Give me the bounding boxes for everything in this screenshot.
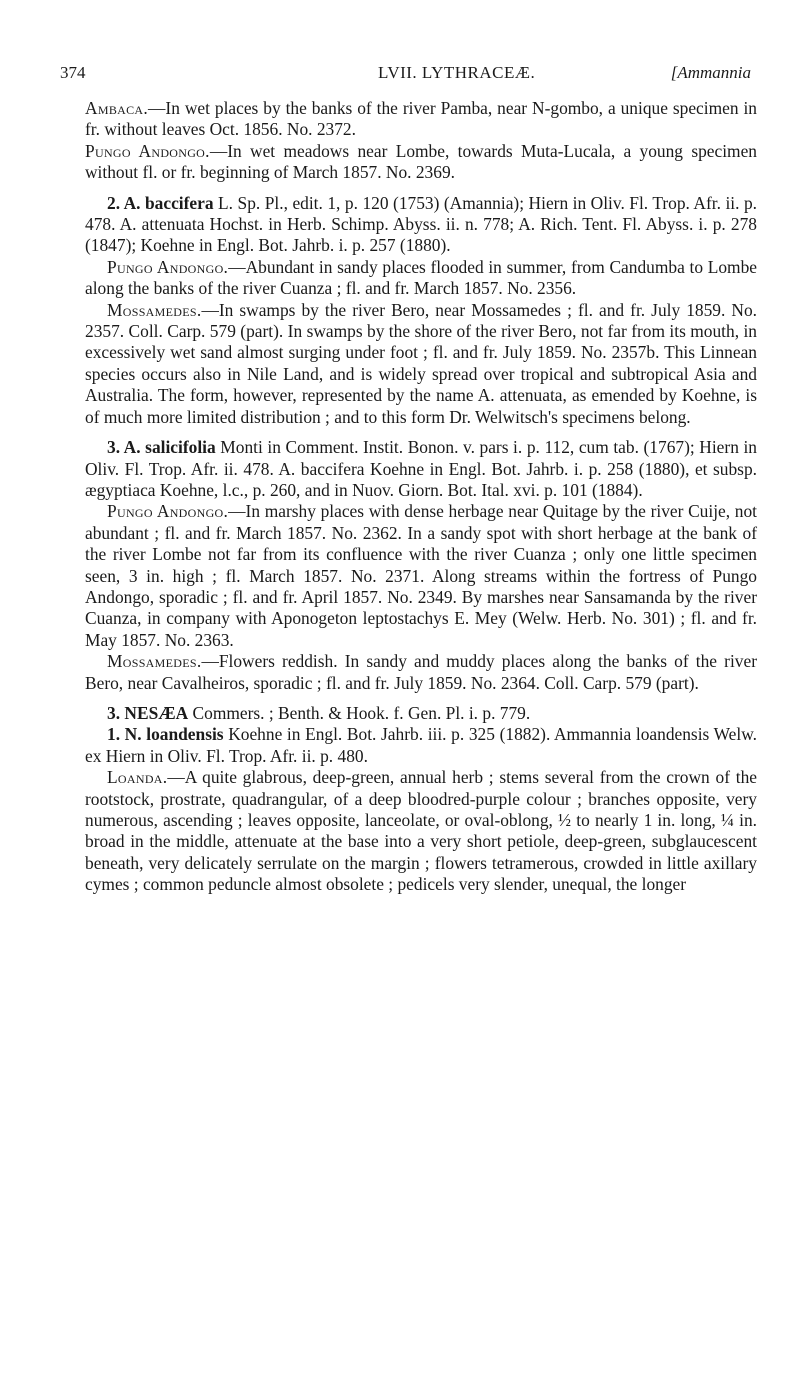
paragraph-text: —In wet meadows near Lombe, towards Muta-Lucala, a young specimen without fl. or fr. beginning of March 1857. No. 2369. bbox=[85, 140, 757, 183]
locality-label: Mossamedes. bbox=[107, 651, 202, 672]
running-header bbox=[60, 63, 751, 87]
species-name: loandensis bbox=[146, 724, 224, 745]
page-number: 374 bbox=[60, 63, 86, 82]
species-number: 3. A. bbox=[107, 437, 141, 458]
paragraph-pungo-andongo-3 bbox=[85, 501, 757, 651]
species-name: baccifera bbox=[145, 192, 214, 213]
locality-label: Ambaca. bbox=[85, 98, 149, 118]
species-number: 1. N. bbox=[107, 724, 142, 745]
species-loandensis bbox=[85, 724, 757, 767]
locality-label: Pungo Andongo. bbox=[107, 501, 229, 522]
paragraph-mossamedes-1 bbox=[85, 300, 757, 428]
page-body bbox=[85, 98, 757, 896]
paragraph-text: —Flowers reddish. In sandy and muddy places along the banks of the river Bero, near Cavalheiros, sporadic ; fl. and fr. July 1859. No. 2364. Coll. Carp. 579 (part). bbox=[85, 651, 757, 693]
paragraph-text: —A quite glabrous, deep-green, annual herb ; stems several from the crown of the rootstock, prostrate, quadrangular, of a deep bloodred-purple colour ; branches opposite, very numerous, ascending ; leaves opposite, lanceolate, or oval-oblong, ½ to nearly 1 in. long, ¼ in. broad in the middle, attenuate at the base into a very short petiole, deep-green, subglaucescent beneath, very delicately serrulate on the margin ; flowers tetramerous, crowded in little axillary cymes ; common peduncle almost obsolete ; pedicels very slender, unequal, the longer bbox=[85, 767, 757, 895]
paragraph-loanda bbox=[85, 767, 757, 895]
genus-number: 3. bbox=[107, 702, 121, 723]
genus-nesaea bbox=[85, 703, 757, 724]
species-salicifolia bbox=[85, 437, 757, 501]
species-baccifera bbox=[85, 193, 757, 257]
locality-label: Pungo Andongo. bbox=[107, 256, 229, 277]
locality-label: Loanda. bbox=[107, 767, 168, 788]
species-number: 2. A. bbox=[107, 192, 141, 213]
paragraph-text: —In marshy places with dense herbage near Quitage by the river Cuije, not abundant ; fl. and fr. March 1857. No. 2362. In a sandy spot with short herbage at the bank of the river Lombe not far from its confluence with the river Cuanza ; only one little specimen seen, 3 in. high ; fl. March 1857. No. 2371. Along streams within the fortress of Pungo Andongo, sporadic ; fl. and fr. April 1857. No. 2349. By marshes near Sansamanda by the river Cuanza, in company with Aponogeton leptostachys E. Mey (Welw. Herb. No. 301) ; fl. and fr. May 1857. No. 2363. bbox=[85, 501, 757, 650]
paragraph-text: —In wet places by the banks of the river Pamba, near N-gombo, a unique specimen in fr. without leaves Oct. 1856. No. 2372. bbox=[85, 98, 757, 140]
paragraph-text: —In swamps by the river Bero, near Mossamedes ; fl. and fr. July 1859. No. 2357. Coll. Carp. 579 (part). In swamps by the shore of the river Bero, not far from its mouth, in excessively wet sand almost surging under foot ; fl. and fr. July 1859. No. 2357b. This Linnean species occurs also in Nile Land, and is widely spread over tropical and subtropical Asia and Australia. The form, however, represented by the name A. attenuata, as emended by Koehne, is of much more limited distribution ; and to this form Dr. Welwitsch's specimens belong. bbox=[85, 299, 757, 427]
locality-label: Pungo Andongo. bbox=[85, 140, 210, 161]
genus-name: NESÆA bbox=[124, 702, 189, 723]
species-text: L. Sp. Pl., edit. 1, p. 120 (1753) (Amannia); Hiern in Oliv. Fl. Trop. Afr. ii. p. 478. A. attenuata Hochst. in Herb. Schimp. Abyss. ii. n. 778; A. Rich. Tent. Fl. Abyss. i. p. 278 (1847); Koehne in Engl. Bot. Jahrb. i. p. 257 (1880). bbox=[85, 192, 757, 256]
running-title: LVII. LYTHRACEÆ. bbox=[378, 63, 536, 82]
paragraph-ambaca bbox=[85, 98, 757, 141]
species-text: Koehne in Engl. Bot. Jahrb. iii. p. 325 (1882). Ammannia loandensis Welw. ex Hiern in Oliv. Fl. Trop. Afr. ii. p. 480. bbox=[85, 724, 757, 766]
genus-text: Commers. ; Benth. & Hook. f. Gen. Pl. i. p. 779. bbox=[188, 702, 531, 723]
species-text: Monti in Comment. Instit. Bonon. v. pars i. p. 112, cum tab. (1767); Hiern in Oliv. Fl. Trop. Afr. ii. 478. A. baccifera Koehne in Engl. Bot. Jahrb. i. p. 258 (1880), et subsp. ægyptiaca Koehne, l.c., p. 260, and in Nuov. Giorn. Bot. Ital. xvi. p. 101 (1884). bbox=[85, 437, 757, 500]
paragraph-pungo-andongo-2 bbox=[85, 257, 757, 300]
paragraph-pungo-andongo-1 bbox=[85, 141, 757, 184]
locality-label: Mossamedes. bbox=[107, 299, 202, 320]
species-name: salicifolia bbox=[145, 437, 216, 458]
paragraph-text: —Abundant in sandy places flooded in summer, from Candumba to Lombe along the banks of the river Cuanza ; fl. and fr. March 1857. No. 2356. bbox=[85, 256, 757, 299]
running-genus: [Ammannia bbox=[670, 63, 751, 82]
paragraph-mossamedes-2 bbox=[85, 651, 757, 694]
